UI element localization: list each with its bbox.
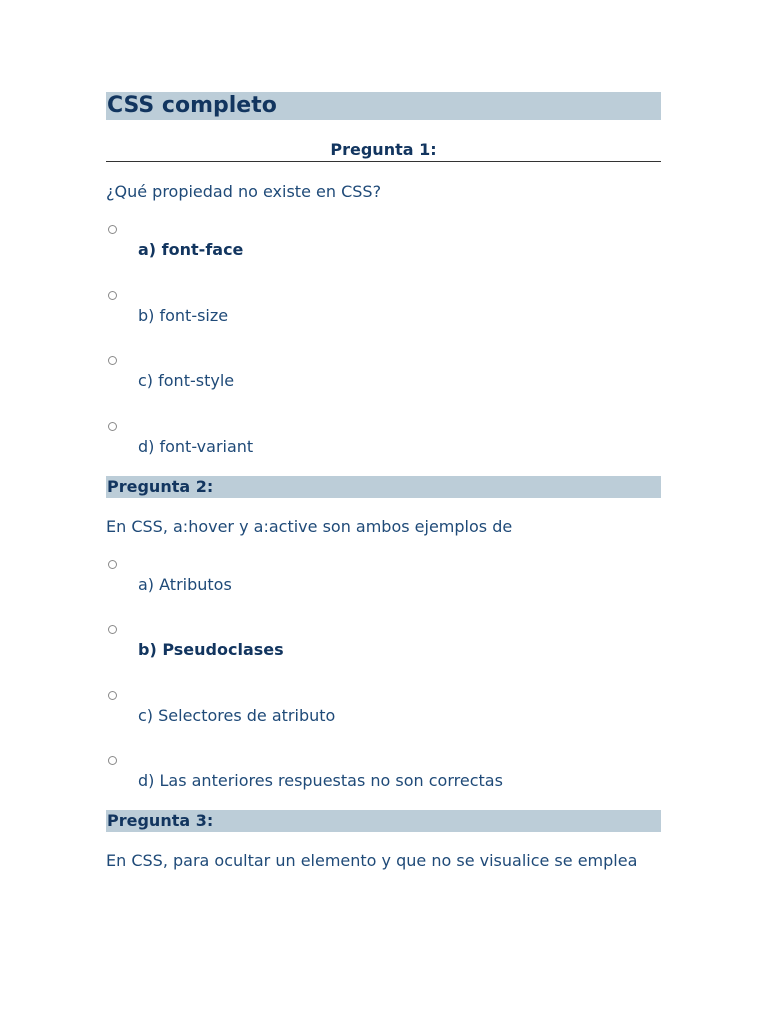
question-3-text: En CSS, para ocultar un elemento y que no se visualice se emplea: [106, 851, 638, 870]
question-2-options: [106, 560, 661, 811]
question-1-heading: Pregunta 1:: [106, 140, 661, 162]
question-1-options: [106, 225, 661, 476]
option-label: c) font-style: [138, 371, 235, 390]
radio-button[interactable]: [108, 560, 117, 569]
quiz-document: [106, 92, 661, 871]
question-2-option-a[interactable]: [106, 560, 661, 626]
radio-button[interactable]: [108, 756, 117, 765]
question-2-option-c[interactable]: [106, 691, 661, 757]
option-label: c) Selectores de atributo: [138, 705, 336, 725]
radio-button[interactable]: [108, 691, 117, 700]
option-label: a) font-face: [138, 240, 244, 259]
option-label: b) font-size: [138, 305, 229, 325]
radio-button[interactable]: [108, 291, 117, 300]
question-2-heading: Pregunta 2:: [106, 476, 661, 498]
option-label: d) font-variant: [138, 436, 254, 456]
question-2-option-b[interactable]: [106, 625, 661, 691]
option-label: d) Las anteriores respuestas no son correctas: [138, 771, 503, 790]
question-1-option-b[interactable]: [106, 291, 661, 357]
radio-button[interactable]: [108, 356, 117, 365]
question-2-option-d[interactable]: [106, 756, 661, 810]
question-1-option-a[interactable]: [106, 225, 661, 291]
document-title: CSS completo: [106, 92, 661, 120]
option-label: b) Pseudoclases: [138, 640, 284, 659]
question-1-text: ¿Qué propiedad no existe en CSS?: [106, 182, 382, 201]
radio-button[interactable]: [108, 422, 117, 431]
question-3-heading: Pregunta 3:: [106, 810, 661, 832]
radio-button[interactable]: [108, 625, 117, 634]
radio-button[interactable]: [108, 225, 117, 234]
question-2-text: En CSS, a:hover y a:active son ambos ejemplos de: [106, 516, 513, 536]
question-1-option-c[interactable]: [106, 356, 661, 422]
question-1-option-d[interactable]: [106, 422, 661, 476]
option-label: a) Atributos: [138, 574, 232, 594]
